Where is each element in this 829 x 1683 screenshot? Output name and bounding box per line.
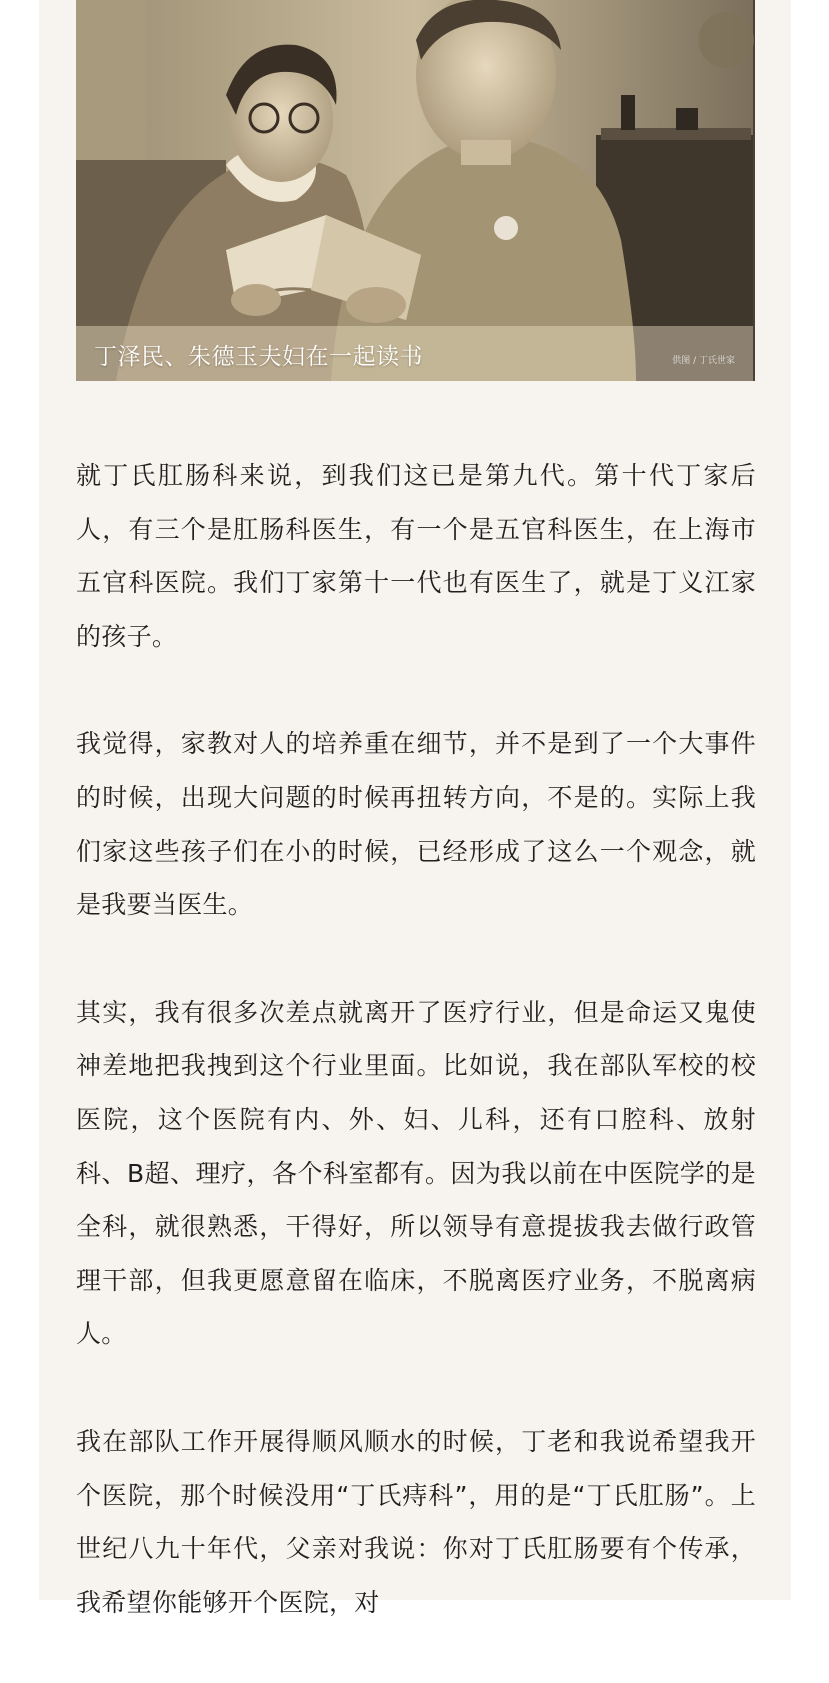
- paragraph: 我在部队工作开展得顺风顺水的时候，丁老和我说希望我开个医院，那个时候没用“丁氏痔科”，用的是“丁氏肛肠”。上世纪八九十年代，父亲对我说：你对丁氏肛肠要有个传承，我希望你能够开个医院，对: [76, 1426, 756, 1617]
- photo-caption-bar: [76, 326, 753, 381]
- article-body: [76, 449, 756, 1683]
- paragraph: 就丁氏肛肠科来说，到我们这已是第九代。第十代丁家后人，有三个是肛肠科医生，有一个是五官科医生，在上海市五官科医院。我们丁家第十一代也有医生了，就是丁义江家的孩子。: [76, 461, 756, 651]
- paragraph: 我觉得，家教对人的培养重在细节，并不是到了一个大事件的时候，出现大问题的时候再扭转方向，不是的。实际上我们家这些孩子们在小的时候，已经形成了这么一个观念，就是我要当医生。: [76, 729, 756, 920]
- photograph-icon: [76, 0, 753, 381]
- photo-caption: 丁泽民、朱德玉夫妇在一起读书: [94, 344, 423, 370]
- photo-credit: 供图 / 丁氏世家: [672, 356, 735, 366]
- article-photo[interactable]: [76, 0, 755, 381]
- paragraph: 其实，我有很多次差点就离开了医疗行业，但是命运又鬼使神差地把我拽到这个行业里面。比如说，我在部队军校的校医院，这个医院有内、外、妇、儿科，还有口腔科、放射科、B超、理疗，各个科室都有。因为我以前在中医院学的是全科，就很熟悉，干得好，所以领导有意提拔我去做行政管理干部，但我更愿意留在临床，不脱离医疗业务，不脱离病人。: [76, 997, 756, 1349]
